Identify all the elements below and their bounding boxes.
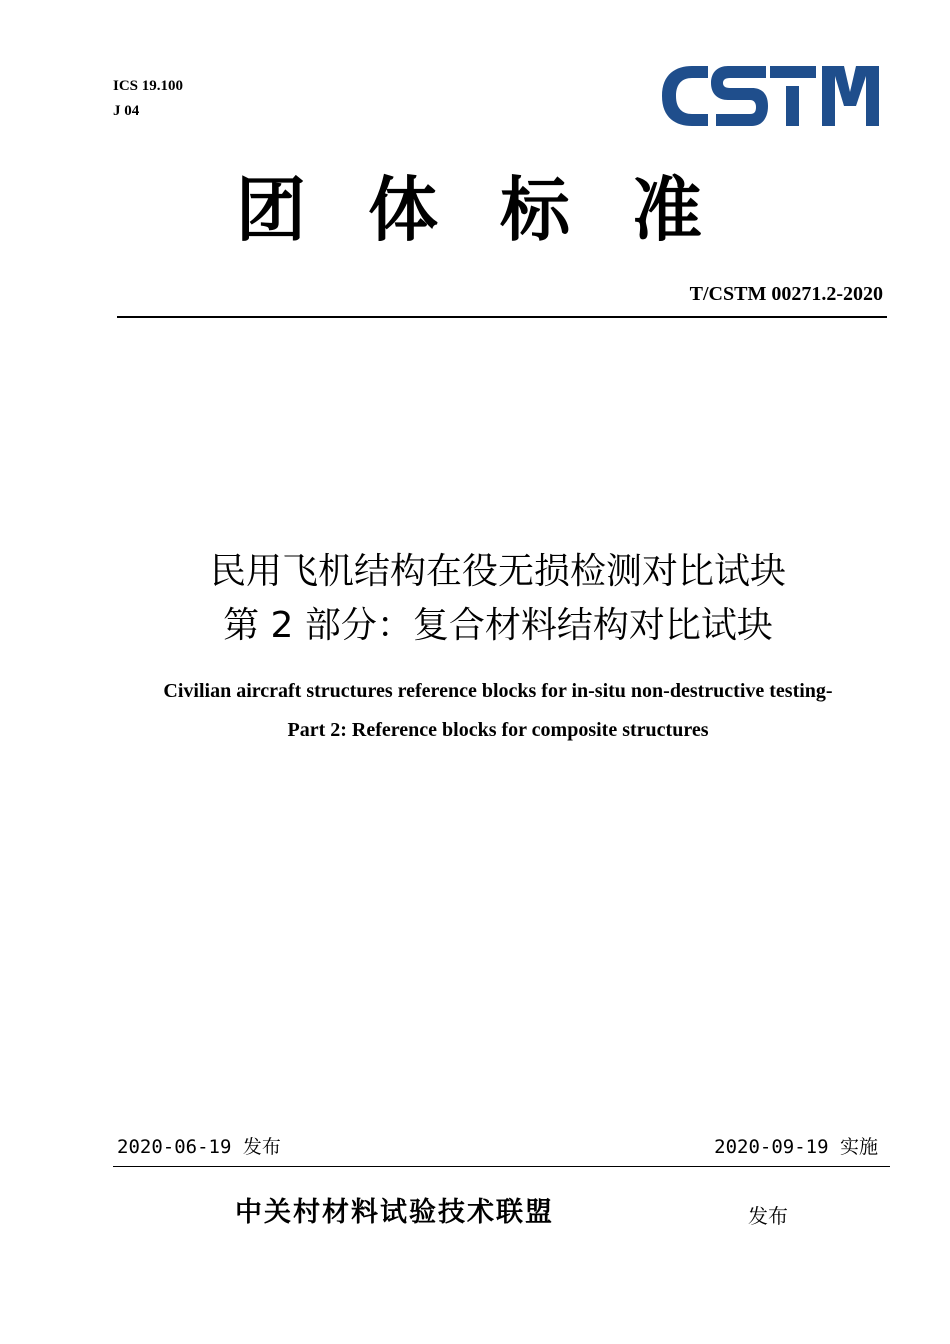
standard-type-title: 团体标准 [236,169,764,251]
bottom-divider [113,1166,890,1167]
english-title-line-2: Part 2: Reference blocks for composite structures [287,719,709,741]
cstm-logo [658,62,880,130]
issue-label: 发布 [748,1204,788,1228]
english-title-line-1: Civilian aircraft structures reference blocks for in-situ non-destructive testing- [163,680,833,702]
standard-number: T/CSTM 00271.2-2020 [689,283,883,305]
top-divider [117,316,887,318]
chinese-title-line-2: 第 2 部分：复合材料结构对比试块 [223,605,773,646]
release-date: 2020-06-19 发布 [117,1136,281,1158]
ccs-code: J 04 [113,103,140,119]
classification-codes [113,74,183,124]
ics-code: ICS 19.100 [113,78,184,94]
publisher-name: 中关村材料试验技术联盟 [235,1197,554,1228]
implementation-date: 2020-09-19 实施 [714,1136,878,1158]
chinese-title-line-1: 民用飞机结构在役无损检测对比试块 [209,551,786,592]
